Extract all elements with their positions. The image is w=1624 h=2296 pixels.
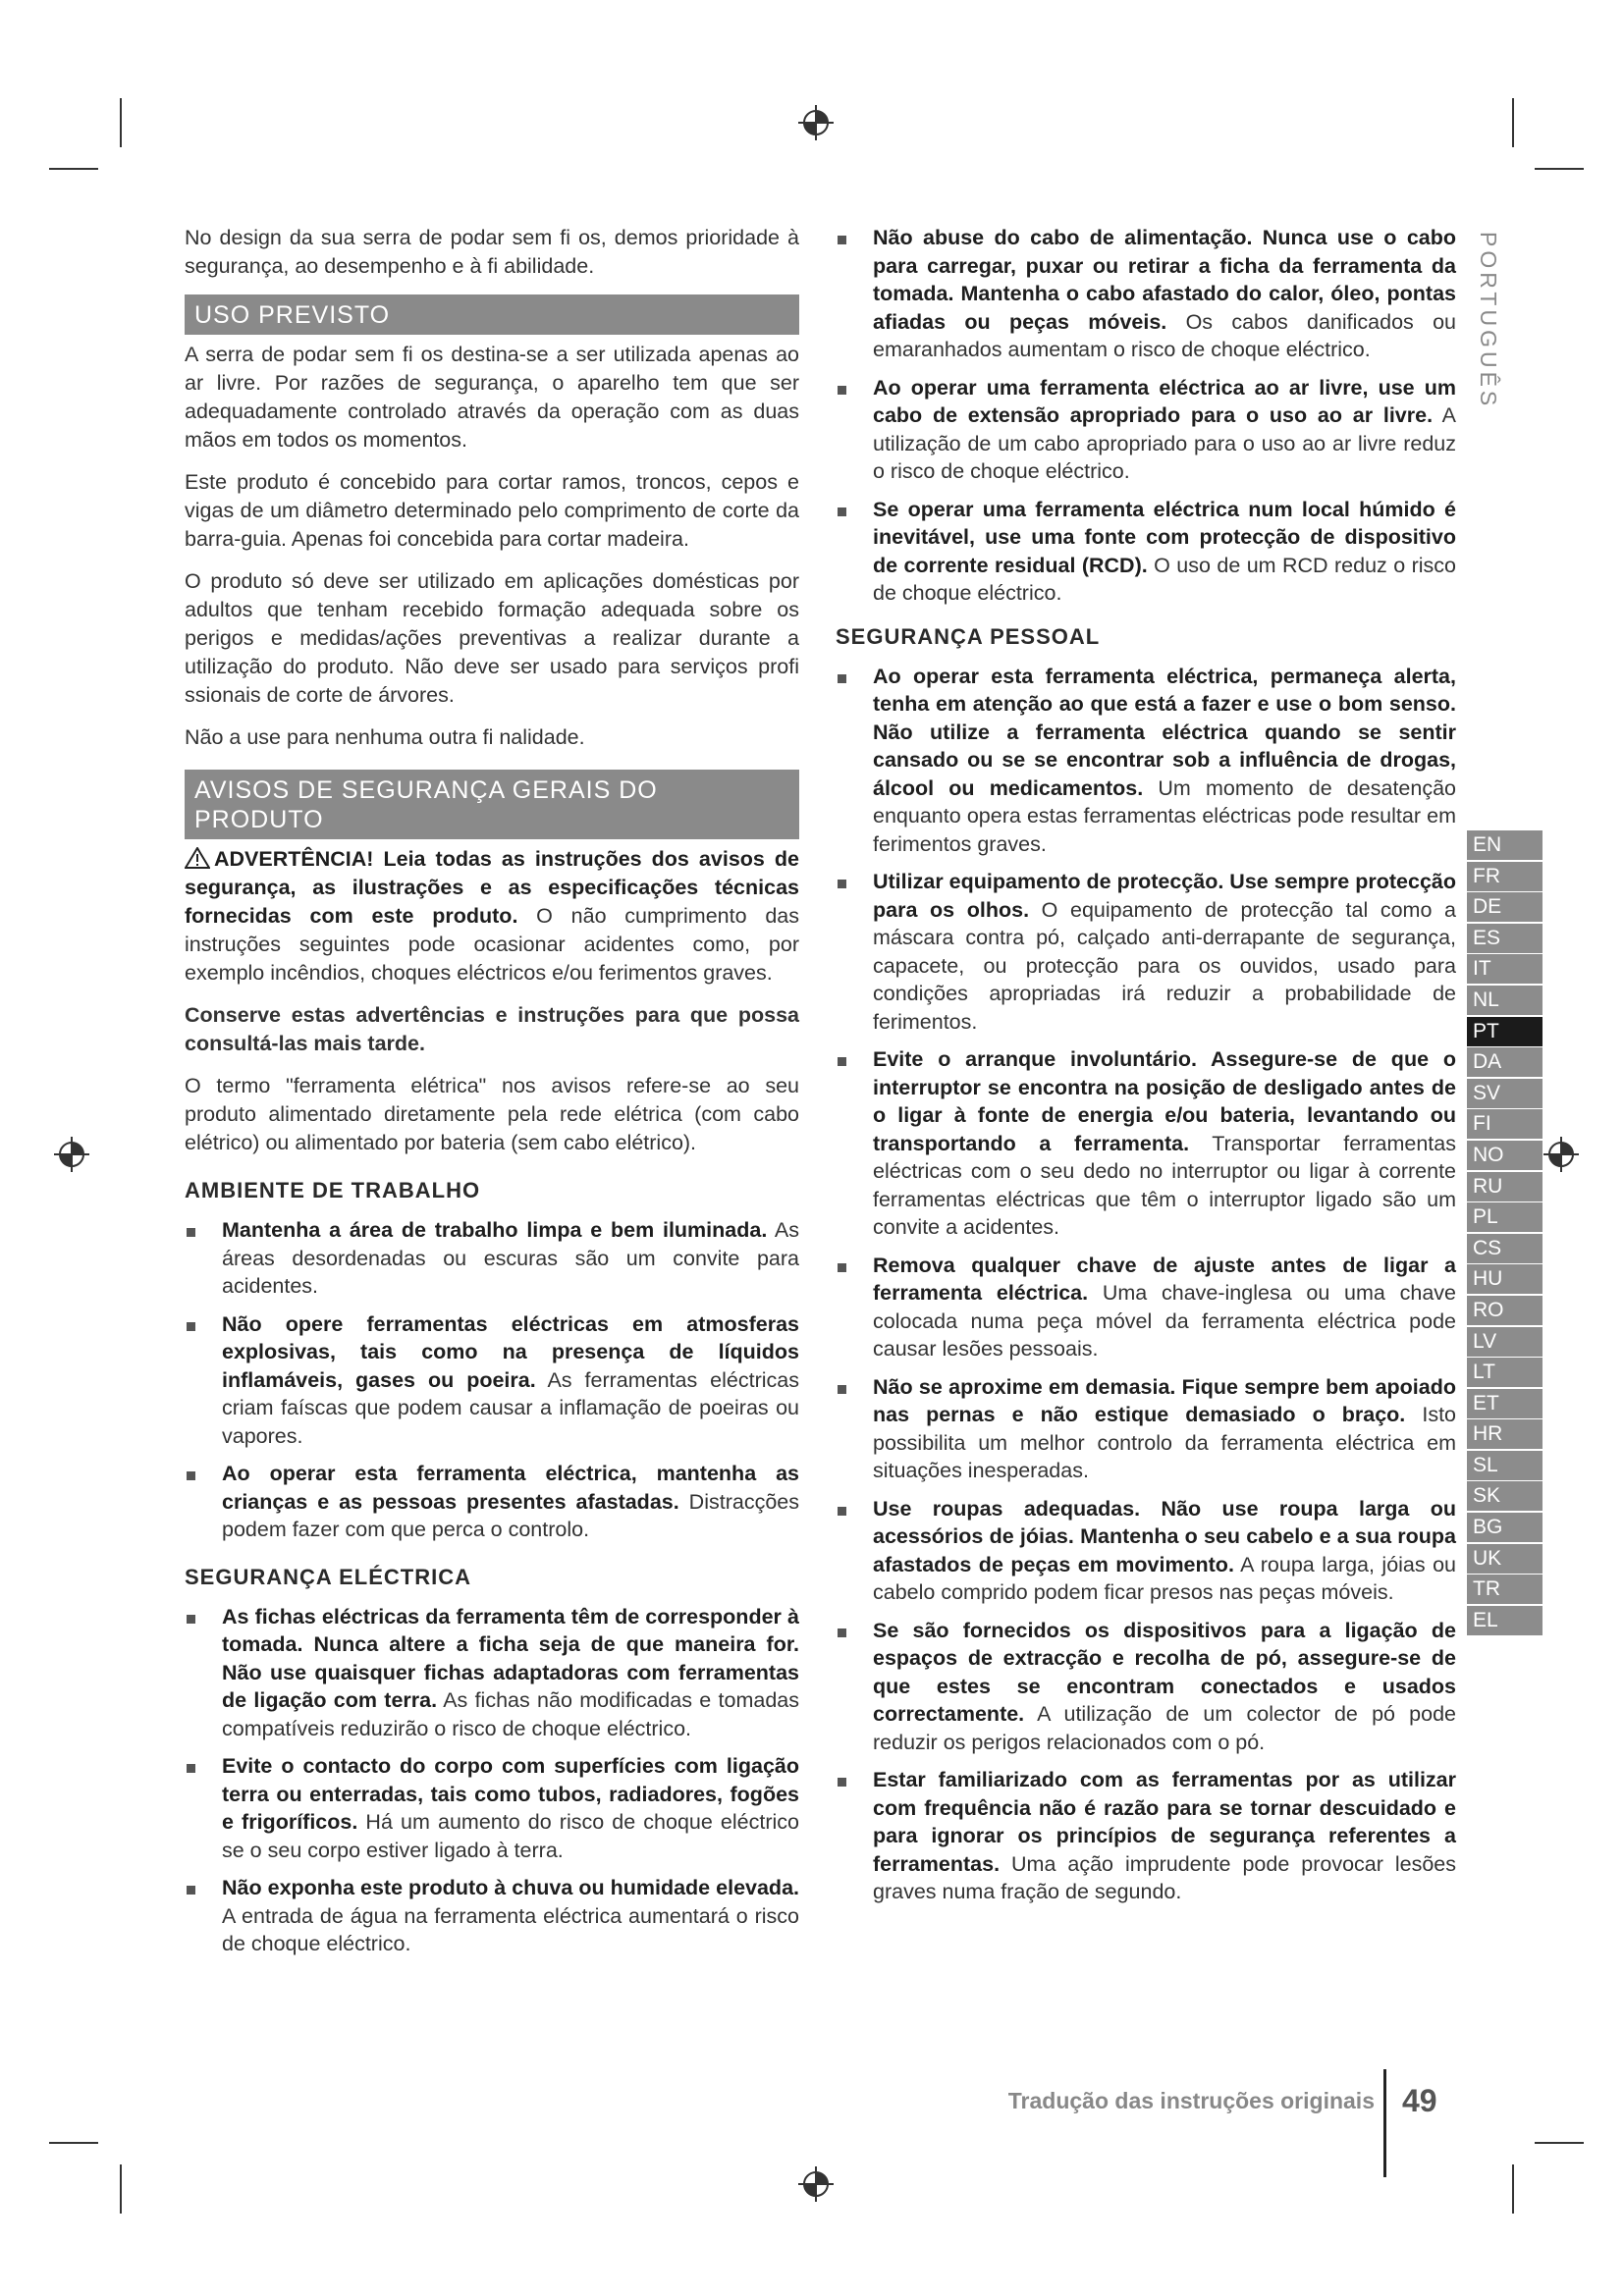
list-item-text: Transportar ferramentas eléctricas com o seu dedo no interruptor ou ligar à corrente ferramentas eléctricas que têm o interruptor ligado são um convite a acidentes. — [873, 1131, 1456, 1239]
side-language-text: PORTUGUÊS — [1476, 232, 1501, 410]
list-item — [836, 1495, 1456, 1607]
list-item — [836, 663, 1456, 859]
list-item-text: As áreas desordenadas ou escuras são um convite para acidentes. — [222, 1218, 799, 1298]
left-column — [185, 224, 799, 1968]
eletrica-list-left — [185, 1603, 799, 1958]
crop-mark — [1535, 2142, 1584, 2144]
list-item-text: Distracções podem fazer com que perca o controlo. — [222, 1489, 799, 1541]
list-item-bold: Não abuse do cabo de alimentação. Nunca use o cabo para carregar, puxar ou retirar a ficha da ferramenta da tomada. Mantenha o cabo afastado do calor, óleo, pontas afiadas ou peças móveis. — [873, 226, 1456, 334]
uso-paragraph-3: O produto só deve ser utilizado em aplicações domésticas por adultos que tenham recebido formação adequada sobre os perigos e medidas/ações preventivas a realizar durante a utilização do produto. Não deve ser usado para serviços profi ssionais de corte de árvores. — [185, 569, 799, 707]
list-item-bold: Evite o arranque involuntário. Assegure-se de que o interruptor se encontra na posição de desligado antes de o ligar à fonte de energia e/ou bateria, levantando ou transportando a ferramenta. — [873, 1047, 1456, 1155]
warning-paragraph — [185, 845, 799, 988]
list-item — [836, 1373, 1456, 1485]
list-item-text: Um momento de desatenção enquanto opera estas ferramentas eléctricas pode resultar em ferimentos graves. — [873, 775, 1456, 856]
list-item-text: Os cabos danificados ou emaranhados aumentam o risco de choque eléctrico. — [873, 309, 1456, 361]
language-tab-hu: HU — [1467, 1264, 1543, 1294]
list-item-bold: Se operar uma ferramenta eléctrica num local húmido é inevitável, use uma fonte com protecção de dispositivo de corrente residual (RCD). — [873, 497, 1456, 577]
list-item — [185, 1216, 799, 1301]
uso-paragraph-4: Não a use para nenhuma outra fi nalidade. — [185, 725, 585, 749]
language-tab-sl: SL — [1467, 1451, 1543, 1480]
list-item-text: A utilização de um cabo apropriado para o uso ao ar livre reduz o risco de choque eléctrico. — [873, 403, 1456, 483]
subhead-eletrica: SEGURANÇA ELÉCTRICA — [185, 1564, 471, 1589]
footer-divider — [1383, 2069, 1386, 2177]
list-item-bold: Estar familiarizado com as ferramentas por as utilizar com frequência não é razão para se tornar descuidado e para ignorar os princípios de segurança referentes a ferramentas. — [873, 1768, 1456, 1876]
page-number: 49 — [1402, 2083, 1437, 2118]
pessoal-list — [836, 663, 1456, 1906]
side-language-label — [1470, 232, 1505, 418]
list-item-bold: Ao operar esta ferramenta eléctrica, permaneça alerta, tenha em atenção ao que está a fazer e use o bom senso. Não utilize a ferramenta eléctrica quando se sentir cansado ou se se encontrar sob a influência de drogas, álcool ou medicamentos. — [873, 664, 1456, 800]
list-item — [185, 1752, 799, 1864]
list-item-bold: Não opere ferramentas eléctricas em atmosferas explosivas, tais como na presença de líquidos inflamáveis, gases ou poeira. — [222, 1311, 799, 1392]
footer-text: Tradução das instruções originais — [1007, 2088, 1375, 2113]
registration-mark-icon — [1542, 1135, 1581, 1174]
language-tab-lv: LV — [1467, 1327, 1543, 1357]
language-tab-cs: CS — [1467, 1234, 1543, 1263]
subhead-pessoal: SEGURANÇA PESSOAL — [836, 623, 1101, 649]
list-item-bold: Mantenha a área de trabalho limpa e bem iluminada. — [222, 1218, 768, 1242]
list-item-text: Isto possibilita um melhor controlo da ferramenta eléctrica em situações inesperadas. — [873, 1403, 1456, 1482]
language-tab-lt: LT — [1467, 1358, 1543, 1387]
list-item-text: O uso de um RCD reduz o risco de choque eléctrico. — [873, 553, 1456, 605]
list-item — [836, 374, 1456, 486]
language-tab-ru: RU — [1467, 1172, 1543, 1201]
language-tab-hr: HR — [1467, 1419, 1543, 1449]
language-tab-pl: PL — [1467, 1202, 1543, 1232]
list-item-text: Há um aumento do risco de choque eléctrico se o seu corpo estiver ligado à terra. — [222, 1810, 799, 1862]
right-column — [836, 224, 1456, 1916]
list-item-bold: As fichas eléctricas da ferramenta têm de corresponder à tomada. Nunca altere a ficha seja de que maneira for. Não use quaisquer fichas adaptadoras com ferramentas de ligação com terra. — [222, 1604, 799, 1712]
language-tab-et: ET — [1467, 1389, 1543, 1418]
termo-paragraph: O termo "ferramenta elétrica" nos avisos refere-se ao seu produto alimentado diretamente pela rede elétrica (com cabo elétrico) ou alimentado por bateria (sem cabo elétrico). — [185, 1074, 799, 1154]
list-item-bold: Se são fornecidos os dispositivos para a ligação de espaços de extracção e recolha de pó, assegure-se de que estes se encontram conectados e usados correctamente. — [873, 1618, 1456, 1726]
crop-mark — [1512, 2164, 1514, 2214]
language-tab-ro: RO — [1467, 1296, 1543, 1325]
section-banner-avisos: AVISOS DE SEGURANÇA GERAIS DO PRODUTO — [185, 770, 799, 839]
warning-text: O não cumprimento das instruções seguintes pode ocasionar acidentes como, por exemplo incêndios, choques eléctricos e/ou ferimentos graves. — [185, 904, 799, 985]
conserve-paragraph: Conserve estas advertências e instruções para que possa consultá-las mais tarde. — [185, 1003, 799, 1055]
list-item-text: As fichas não modificadas e tomadas compatíveis reduzirão o risco de choque eléctrico. — [222, 1688, 799, 1740]
list-item-text: Uma ação imprudente pode provocar lesões graves numa fração de segundo. — [873, 1851, 1456, 1903]
list-item-bold: Utilizar equipamento de protecção. Use sempre protecção para os olhos. — [873, 870, 1456, 922]
warning-triangle-icon — [185, 847, 210, 869]
list-item-text: A utilização de um colector de pó pode reduzir os perigos relacionados com o pó. — [873, 1702, 1456, 1754]
uso-paragraph-1: A serra de podar sem fi os destina-se a ser utilizada apenas ao ar livre. Por razões de segurança, o aparelho tem que ser adequadamente controlado através da operação com as duas mãos em todos os momentos. — [185, 343, 799, 452]
language-tab-uk: UK — [1467, 1544, 1543, 1574]
list-item-bold: Ao operar esta ferramenta eléctrica, mantenha as crianças e as pessoas presentes afastadas. — [222, 1462, 799, 1514]
list-item-text: As ferramentas eléctricas criam faíscas que podem causar a inflamação de poeiras ou vapores. — [222, 1367, 799, 1448]
crop-mark — [120, 2164, 122, 2214]
language-tab-de: DE — [1467, 892, 1543, 922]
language-tab-sv: SV — [1467, 1079, 1543, 1108]
list-item-text: O equipamento de protecção tal como a máscara contra pó, calçado anti-derrapante de segurança, capacete, ou protecção para os ouvidos, usado para condições apropriadas irá reduzir a probabilidade de ferimentos. — [873, 897, 1456, 1034]
list-item-bold: Não se aproxime em demasia. Fique sempre bem apoiado nas pernas e não estique demasiado o braço. — [873, 1374, 1456, 1426]
language-tab-pt: PT — [1467, 1017, 1543, 1046]
language-tab-fi: FI — [1467, 1109, 1543, 1139]
list-item — [185, 1603, 799, 1743]
language-tabs — [1467, 830, 1543, 1636]
crop-mark — [120, 98, 122, 147]
list-item — [836, 1045, 1456, 1242]
language-tab-sk: SK — [1467, 1481, 1543, 1511]
list-item — [836, 496, 1456, 608]
language-tab-it: IT — [1467, 954, 1543, 984]
uso-paragraph-2: Este produto é concebido para cortar ramos, troncos, cepos e vigas de um diâmetro determinado pelo comprimento de corte da barra-guia. Apenas foi concebida para cortar madeira. — [185, 470, 799, 551]
language-tab-el: EL — [1467, 1606, 1543, 1635]
intro-paragraph: No design da sua serra de podar sem fi os, demos prioridade à segurança, ao desempenho e à fi abilidade. — [185, 226, 799, 278]
list-item — [185, 1310, 799, 1451]
list-item — [185, 1874, 799, 1958]
crop-mark — [49, 168, 98, 170]
warning-bold-text: ADVERTÊNCIA! Leia todas as instruções dos avisos de segurança, as ilustrações e as especificações técnicas fornecidas com este produto. — [185, 847, 799, 928]
list-item — [836, 1617, 1456, 1757]
crop-mark — [49, 2142, 98, 2144]
list-item-bold: Use roupas adequadas. Não use roupa larga ou acessórios de jóias. Mantenha o seu cabelo e a sua roupa afastados de peças em movimento. — [873, 1496, 1456, 1576]
list-item-text: Uma chave-inglesa ou uma chave colocada numa peça móvel da ferramenta eléctrica pode causar lesões pessoais. — [873, 1281, 1456, 1361]
list-item — [836, 224, 1456, 364]
list-item — [185, 1460, 799, 1544]
language-tab-fr: FR — [1467, 862, 1543, 891]
list-item — [836, 868, 1456, 1036]
list-item-bold: Remova qualquer chave de ajuste antes de ligar a ferramenta eléctrica. — [873, 1253, 1456, 1305]
registration-mark-icon — [796, 103, 836, 142]
list-item-text: A roupa larga, jóias ou cabelo comprido podem ficar presos nas peças móveis. — [873, 1552, 1456, 1604]
registration-mark-icon — [796, 2164, 836, 2204]
language-tab-nl: NL — [1467, 986, 1543, 1015]
crop-mark — [1512, 98, 1514, 147]
list-item — [836, 1766, 1456, 1906]
list-item-text: A entrada de água na ferramenta eléctrica aumentará o risco de choque eléctrico. — [222, 1903, 799, 1955]
eletrica-list-right — [836, 224, 1456, 608]
language-tab-da: DA — [1467, 1047, 1543, 1077]
registration-mark-icon — [52, 1135, 91, 1174]
subhead-ambiente: AMBIENTE DE TRABALHO — [185, 1178, 481, 1202]
language-tab-no: NO — [1467, 1141, 1543, 1170]
ambiente-list — [185, 1216, 799, 1544]
section-banner-uso-previsto: USO PREVISTO — [185, 294, 799, 335]
list-item-bold: Não exponha este produto à chuva ou humidade elevada. — [222, 1876, 799, 1899]
language-tab-bg: BG — [1467, 1513, 1543, 1542]
language-tab-tr: TR — [1467, 1575, 1543, 1604]
list-item-bold: Evite o contacto do corpo com superfícies com ligação terra ou enterradas, tais como tubos, radiadores, fogões e frigoríficos. — [222, 1754, 799, 1834]
language-tab-es: ES — [1467, 924, 1543, 953]
list-item-bold: Ao operar uma ferramenta eléctrica ao ar livre, use um cabo de extensão apropriado para o uso ao ar livre. — [873, 375, 1456, 427]
list-item — [836, 1252, 1456, 1363]
language-tab-en: EN — [1467, 830, 1543, 860]
crop-mark — [1535, 168, 1584, 170]
